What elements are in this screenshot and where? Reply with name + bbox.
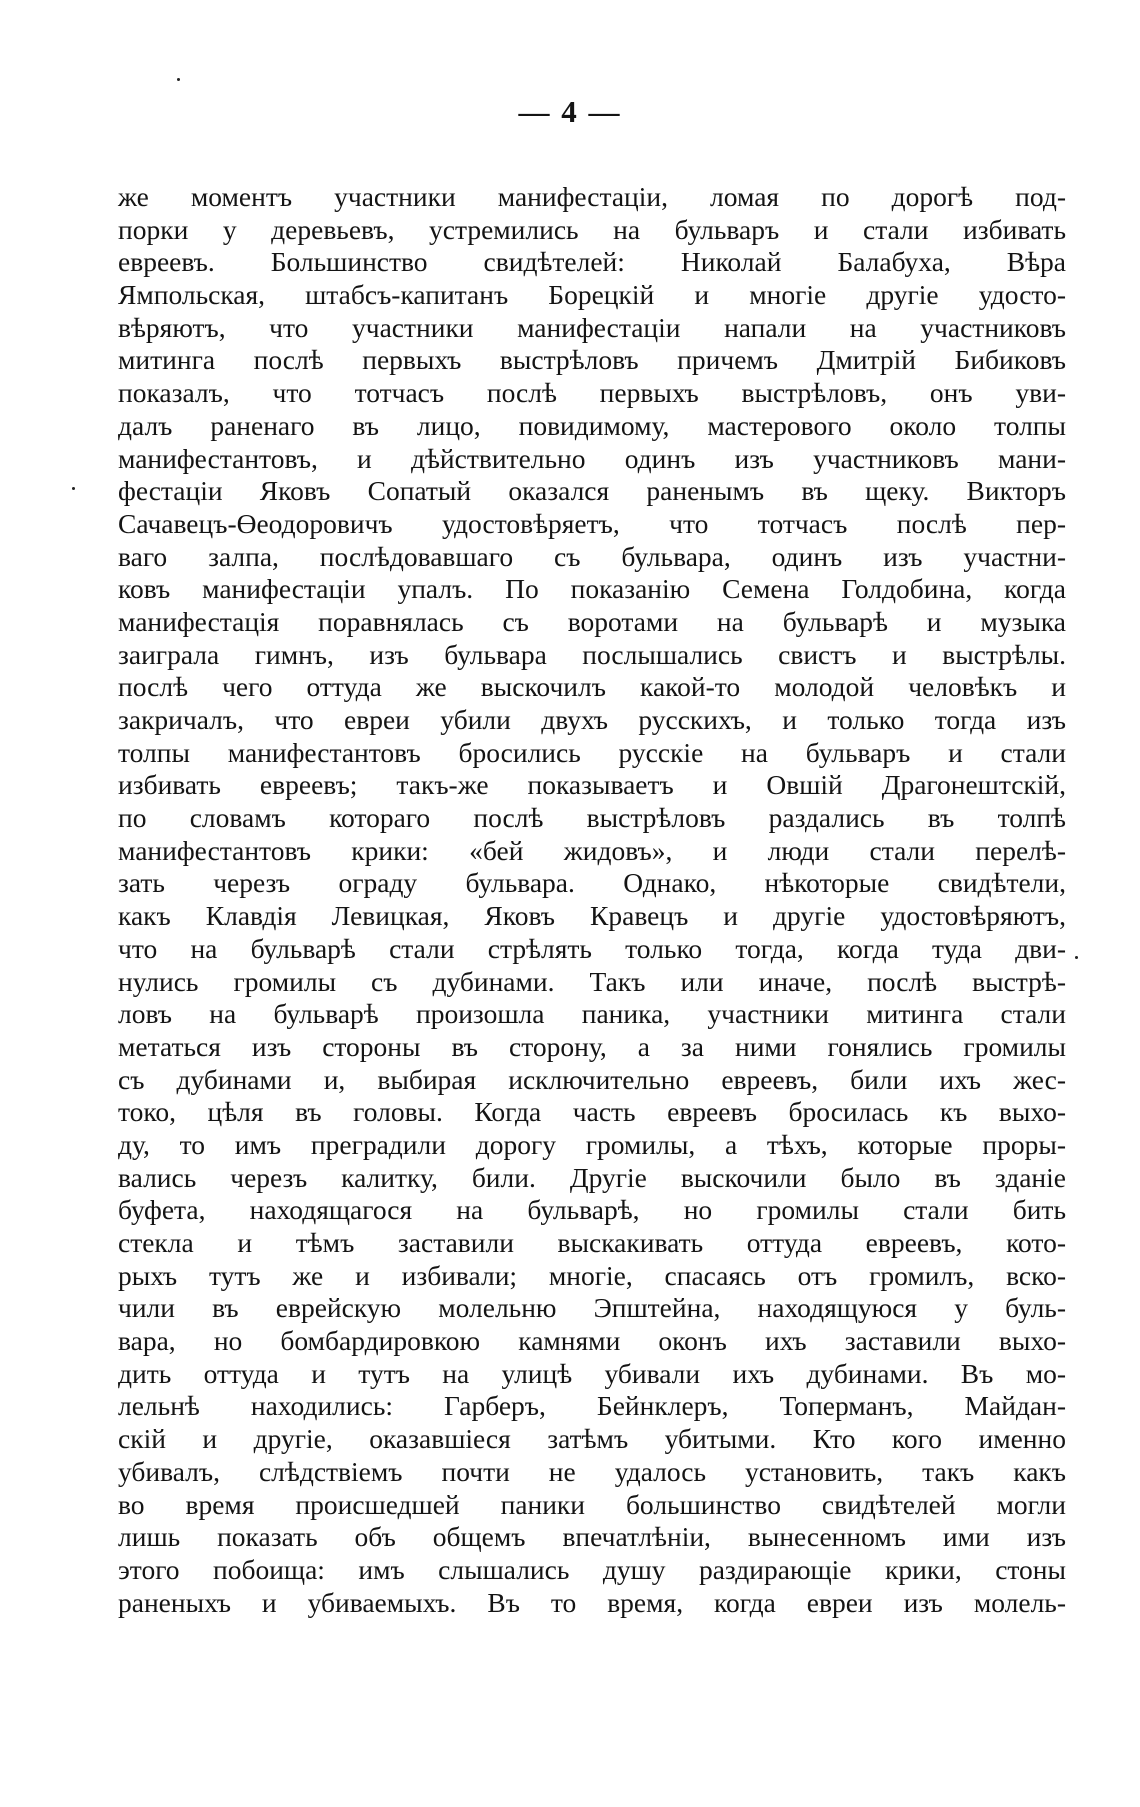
text-line: манифестантовъ крики: «бей жидовъ», и люди стали перелѣ- bbox=[118, 834, 1066, 866]
text-line: Сачавецъ-Өеодоровичъ удостовѣряетъ, что тотчасъ послѣ пер- bbox=[118, 507, 1066, 539]
print-speck bbox=[72, 487, 75, 490]
text-line: убивалъ, слѣдствіемъ почти не удалось установить, такъ какъ bbox=[118, 1455, 1066, 1487]
text-line: лишь показать объ общемъ впечатлѣніи, вынесенномъ ими изъ bbox=[118, 1521, 1066, 1553]
text-line: ду, то имъ преградили дорогу громилы, а тѣхъ, которые проры- bbox=[118, 1128, 1066, 1160]
text-line: избивать евреевъ; такъ-же показываетъ и Овшій Драгонештскій, bbox=[118, 769, 1066, 801]
text-line: ковъ манифестаціи упалъ. По показанію Семена Голдобина, когда bbox=[118, 573, 1066, 605]
text-line: ловъ на бульварѣ произошла паника, участники митинга стали bbox=[118, 998, 1066, 1030]
text-line: нулись громилы съ дубинами. Такъ или иначе, послѣ выстрѣ- bbox=[118, 965, 1066, 997]
text-line: вѣряютъ, что участники манифестаціи напали на участниковъ bbox=[118, 311, 1066, 343]
text-line: токо, цѣля въ головы. Когда часть евреевъ бросилась къ выхо- bbox=[118, 1096, 1066, 1128]
text-line: рыхъ тутъ же и избивали; многіе, спасаясь отъ громилъ, вско- bbox=[118, 1259, 1066, 1291]
text-line: скій и другіе, оказавшіеся затѣмъ убитыми. Кто кого именно bbox=[118, 1423, 1066, 1455]
text-line: метаться изъ стороны въ сторону, а за ними гонялись громилы bbox=[118, 1030, 1066, 1062]
text-line: фестаціи Яковъ Сопатый оказался раненымъ въ щеку. Викторъ bbox=[118, 475, 1066, 507]
text-line: чили въ еврейскую молельню Эпштейна, находящуюся у буль- bbox=[118, 1292, 1066, 1324]
text-line: показалъ, что тотчасъ послѣ первыхъ выстрѣловъ, онъ уви- bbox=[118, 377, 1066, 409]
text-line: послѣ чего оттуда же выскочилъ какой-то молодой человѣкъ и bbox=[118, 671, 1066, 703]
text-line: манифестація поравнялась съ воротами на бульварѣ и музыка bbox=[118, 605, 1066, 637]
body-text bbox=[118, 181, 1066, 1619]
text-line: евреевъ. Большинство свидѣтелей: Николай Балабуха, Вѣра bbox=[118, 246, 1066, 278]
text-line: зать черезъ ограду бульвара. Однако, нѣкоторые свидѣтели, bbox=[118, 867, 1066, 899]
print-speck bbox=[1075, 956, 1078, 959]
text-line: заиграла гимнъ, изъ бульвара послышались свистъ и выстрѣлы. bbox=[118, 638, 1066, 670]
text-line: стекла и тѣмъ заставили выскакивать оттуда евреевъ, кото- bbox=[118, 1227, 1066, 1258]
text-line: во время происшедшей паники большинство свидѣтелей могли bbox=[118, 1488, 1066, 1520]
text-line: порки у деревьевъ, устремились на бульваръ и стали избивать bbox=[118, 213, 1066, 245]
text-line: далъ раненаго въ лицо, повидимому, мастерового около толпы bbox=[118, 409, 1066, 441]
text-line: толпы манифестантовъ бросились русскіе на бульваръ и стали bbox=[118, 736, 1066, 768]
text-line: съ дубинами и, выбирая исключительно евреевъ, били ихъ жес- bbox=[118, 1063, 1066, 1095]
print-speck bbox=[177, 78, 180, 81]
text-line: по словамъ котораго послѣ выстрѣловъ раздались въ толпѣ bbox=[118, 802, 1066, 834]
text-line: вара, но бомбардировкою камнями оконъ ихъ заставили выхо- bbox=[118, 1325, 1066, 1357]
text-line: манифестантовъ, и дѣйствительно одинъ изъ участниковъ мани- bbox=[118, 442, 1066, 474]
text-line: какъ Клавдія Левицкая, Яковъ Кравецъ и другіе удостовѣряютъ, bbox=[118, 900, 1066, 932]
text-line: Ямпольская, штабсъ-капитанъ Борецкій и многіе другіе удосто- bbox=[118, 279, 1066, 311]
text-line: же моментъ участники манифестаціи, ломая по дорогѣ под- bbox=[118, 181, 1066, 212]
text-line: ваго залпа, послѣдовавшаго съ бульвара, одинъ изъ участни- bbox=[118, 540, 1066, 572]
text-line: вались черезъ калитку, били. Другіе выскочили было въ зданіе bbox=[118, 1161, 1066, 1193]
text-line: лельнѣ находились: Гарберъ, Бейнклеръ, Топерманъ, Майдан- bbox=[118, 1390, 1066, 1422]
text-line: что на бульварѣ стали стрѣлять только тогда, когда туда дви- bbox=[118, 932, 1066, 964]
text-line: митинга послѣ первыхъ выстрѣловъ причемъ Дмитрій Бибиковъ bbox=[118, 344, 1066, 376]
text-line: этого побоища: имъ слышались душу раздирающіе крики, стоны bbox=[118, 1553, 1066, 1585]
page-number: — 4 — bbox=[518, 94, 622, 129]
text-line: закричалъ, что евреи убили двухъ русскихъ, и только тогда изъ bbox=[118, 704, 1066, 735]
text-line: дить оттуда и тутъ на улицѣ убивали ихъ дубинами. Въ мо- bbox=[118, 1357, 1066, 1389]
text-line: раненыхъ и убиваемыхъ. Въ то время, когда евреи изъ молель- bbox=[118, 1586, 1066, 1618]
text-line: буфета, находящагося на бульварѣ, но громилы стали бить bbox=[118, 1194, 1066, 1226]
